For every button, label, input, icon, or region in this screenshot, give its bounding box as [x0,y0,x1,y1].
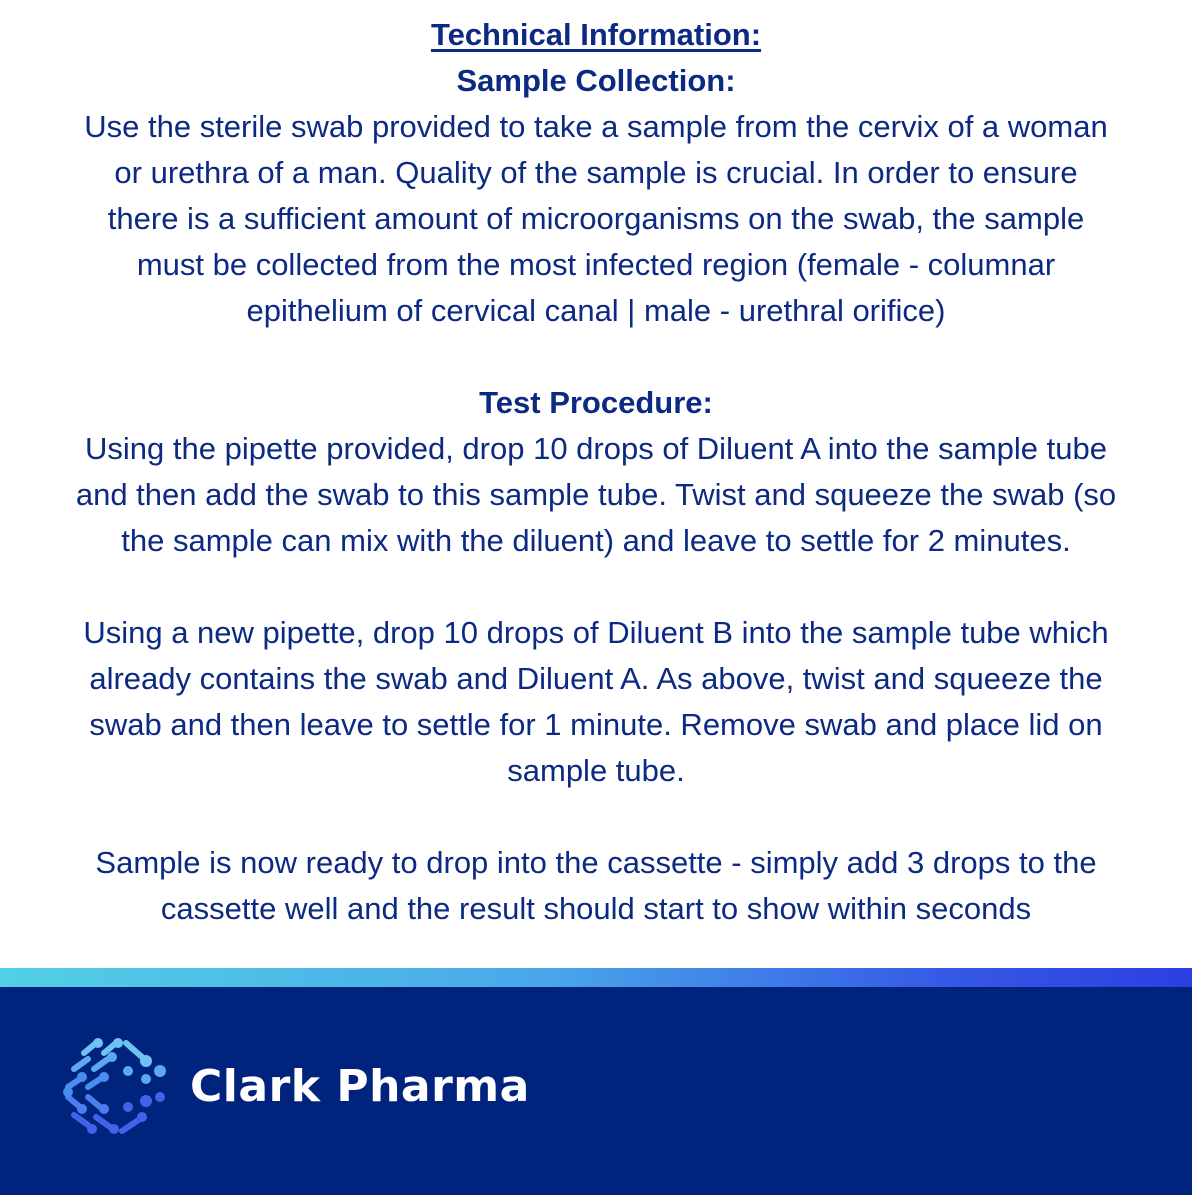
spacer [0,334,1192,380]
gradient-divider [0,968,1192,987]
sample-collection-line: or urethra of a man. Quality of the sample is crucial. In order to ensure [114,155,1078,190]
technical-information-title: Technical Information: [430,17,762,52]
spacer [0,794,1192,840]
test-procedure-step-2 [0,610,1192,794]
procedure-line: sample tube. [507,753,685,788]
test-procedure-heading: Test Procedure: [479,385,713,420]
sample-collection-line: Use the sterile swab provided to take a sample from the cervix of a woman [84,109,1108,144]
brand-name: Clark Pharma [190,1061,530,1112]
test-procedure-step-3 [0,840,1192,932]
sample-collection-line: epithelium of cervical canal | male - urethral orifice) [246,293,946,328]
molecule-c-logo-icon [62,1035,172,1140]
procedure-line: Sample is now ready to drop into the cassette - simply add 3 drops to the [95,845,1097,880]
procedure-line: swab and then leave to settle for 1 minute. Remove swab and place lid on [89,707,1103,742]
brand-footer [0,987,1192,1195]
procedure-line: the sample can mix with the diluent) and leave to settle for 2 minutes. [121,523,1071,558]
procedure-line: already contains the swab and Diluent A. As above, twist and squeeze the [89,661,1103,696]
sample-collection-text [0,104,1192,334]
test-procedure-step-1 [0,426,1192,564]
procedure-line: and then add the swab to this sample tube. Twist and squeeze the swab (so [75,477,1117,512]
spacer [0,564,1192,610]
sample-collection-line: must be collected from the most infected region (female - columnar [136,247,1056,282]
procedure-line: Using a new pipette, drop 10 drops of Diluent B into the sample tube which [83,615,1109,650]
sample-collection-line: there is a sufficient amount of microorganisms on the swab, the sample [107,201,1085,236]
procedure-line: Using the pipette provided, drop 10 drops of Diluent A into the sample tube [85,431,1107,466]
technical-information-section [0,12,1192,932]
sample-collection-heading: Sample Collection: [456,63,736,98]
procedure-line: cassette well and the result should start to show within seconds [160,891,1032,926]
